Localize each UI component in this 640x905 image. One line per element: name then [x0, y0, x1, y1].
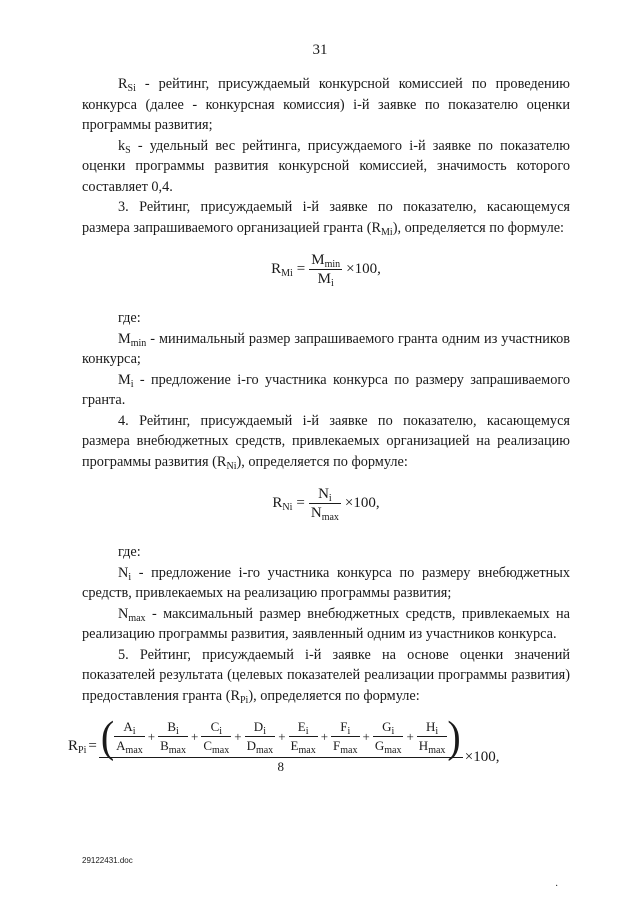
paragraph-text: ), определяется по формуле: [236, 453, 408, 470]
subscript: Mi [381, 226, 393, 238]
formula-rmi: $R_{Mi}$ = $\frac{M_{min}}{M_i}$ ×100, [271, 251, 381, 289]
paragraph-ni [82, 563, 570, 604]
outer-fraction [99, 711, 463, 776]
page-mark: · [555, 881, 559, 892]
symbol: M [118, 371, 131, 388]
fraction [309, 485, 341, 522]
subscript: i [328, 492, 332, 504]
symbol: N [118, 605, 129, 622]
denominator: N [310, 504, 322, 521]
where-label: где: [118, 544, 141, 560]
plus-sign: + [191, 728, 199, 744]
paragraph-ks [82, 136, 570, 198]
subscript: i [128, 571, 132, 583]
plus-sign: + [362, 728, 370, 744]
subscript: max [128, 612, 146, 624]
document-body [68, 74, 570, 786]
term-fraction: $\frac{B_i}{B_{max}}$ [160, 719, 186, 756]
symbol: k [118, 137, 126, 154]
subscript: S [125, 144, 131, 156]
right-paren: ) [447, 711, 461, 761]
paragraph-5 [82, 645, 570, 707]
denominator: M [317, 270, 331, 287]
paragraph-text: - предложение i-го участника конкурса по размеру внебюджетных средств, привлекаемых на реализацию программы развития; [82, 564, 570, 601]
page-number: 31 [312, 42, 328, 58]
subscript: max [321, 511, 339, 523]
term-fraction: $\frac{H_i}{H_{max}}$ [418, 719, 446, 756]
paragraph-text: ), определяется по формуле: [392, 219, 565, 236]
paragraph-text: - рейтинг, присуждаемый конкурсной комиссией по проведению конкурса (далее - конкурсная комиссия) i-й заявке по показателю оценки программы развития; [82, 76, 570, 133]
term-fraction: $\frac{F_i}{F_{max}}$ [333, 719, 358, 756]
paragraph-text: - предложение i-го участника конкурса по размеру запрашиваемого гранта. [82, 371, 570, 408]
plus-sign: + [234, 728, 242, 744]
subscript: min [130, 337, 147, 349]
subscript: i [130, 378, 134, 390]
term-fraction: $\frac{A_i}{A_{max}}$ [116, 719, 143, 756]
numerator: M [311, 251, 325, 268]
symbol: R [118, 76, 128, 92]
paragraph-3 [82, 197, 570, 238]
plus-sign: + [406, 728, 414, 744]
paragraph-rsi [82, 74, 570, 136]
plus-sign: + [320, 728, 329, 744]
formula-lhs: R [272, 494, 283, 511]
formula-rpi: $R_{Pi}$ = ( $\frac{A_i}{A_{max}}$ + $\frac{B_i}{B_{max}}$ + $\frac{C_i}{C_{max}}$ + $\frac{D_i}{D_{max}}$ + $\frac{E_i}{E_{max}}$ + $\frac{F_i}{F_{max}}$ + $\frac{G_i}{G_{max}}$ + $\frac{H_i}{H_{max}}$ ) 8 ×100, [68, 711, 500, 774]
where-label: где: [118, 310, 141, 326]
paragraph-text: 3. Рейтинг, присуждаемый i-й заявке по показателю, касающемуся размера запрашиваемого организацией гранта (R [82, 199, 570, 236]
formula-lhs: R [271, 260, 282, 277]
paragraph-text: 4. Рейтинг, присуждаемый i-й заявке по показателю, касающемуся размера внебюджетных средств, привлекаемых организацией на реализацию программы развития (R [82, 412, 570, 470]
term-fraction: $\frac{E_i}{E_{max}}$ [290, 719, 316, 756]
subscript: Pi [78, 744, 87, 756]
paragraph-text: - удельный вес рейтинга, присуждаемого i-й заявке по показателю оценки программы развития конкурсной комиссией, значимость которого составляет 0,4. [82, 137, 570, 195]
formula-tail: ×100, [344, 494, 380, 511]
term-fraction: $\frac{C_i}{C_{max}}$ [203, 719, 230, 756]
term-fraction: $\frac{D_i}{D_{max}}$ [246, 719, 274, 756]
formula-rni: $R_{Ni}$ = $\frac{N_i}{N_{max}}$ ×100, [272, 485, 380, 523]
symbol: M [118, 330, 131, 347]
subscript: Ni [226, 460, 237, 472]
formula-lhs: R [68, 737, 79, 754]
formula-tail: ×100, [346, 260, 381, 277]
subscript: Si [127, 83, 136, 94]
paragraph-text: ), определяется по формуле: [248, 687, 420, 704]
paragraph-text: - минимальный размер запрашиваемого гранта одним из участников конкурса; [82, 330, 570, 367]
subscript: i [331, 277, 334, 289]
paragraph-text: - максимальный размер внебюджетных средств, привлекаемых на реализацию программы развития, заявленный одним из участников конкурса. [82, 605, 570, 642]
plus-sign: + [147, 728, 156, 744]
paragraph-text: 5. Рейтинг, присуждаемый i-й заявке на основе оценки значений показателей результата (целевых показателей реализации программы развития) предоставления гранта (R [82, 646, 570, 704]
outer-denominator: 8 [277, 758, 285, 774]
paragraph-nmax [82, 604, 570, 645]
paragraph-4 [82, 411, 570, 473]
term-fraction: $\frac{G_i}{G_{max}}$ [374, 719, 402, 756]
subscript: Mi [281, 267, 293, 279]
formula-tail: ×100, [464, 748, 500, 765]
file-name-footer: 29122431.doc [82, 856, 133, 865]
subscript: Pi [240, 694, 249, 706]
subscript: min [324, 258, 341, 270]
fraction [309, 251, 342, 288]
subscript: Ni [282, 501, 293, 513]
left-paren: ( [100, 711, 115, 761]
symbol: N [118, 564, 129, 581]
numerator: N [318, 485, 329, 502]
paragraph-mmin [82, 329, 570, 370]
plus-sign: + [278, 728, 286, 744]
sum-terms [114, 718, 447, 755]
paragraph-mi [82, 370, 570, 411]
